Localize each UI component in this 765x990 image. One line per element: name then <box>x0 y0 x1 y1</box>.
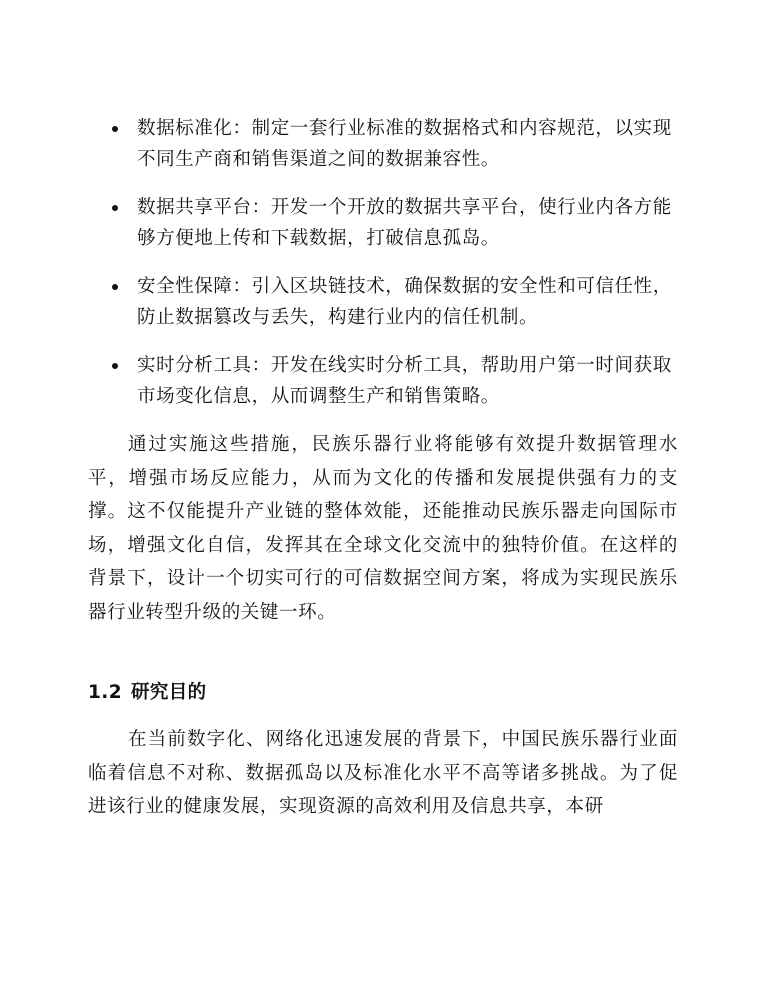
bullet-text: 实时分析工具：开发在线实时分析工具，帮助用户第一时间获取市场变化信息，从而调整生产和销售策略。 <box>137 355 672 407</box>
conclusion-paragraph: 通过实施这些措施，民族乐器行业将能够有效提升数据管理水平，增强市场反应能力，从而为文化的传播和发展提供强有力的支撑。这不仅能提升产业链的整体效能，还能推动民族乐器走向国际市场，增强文化自信，发挥其在全球文化交流中的独特价值。在这样的背景下，设计一个切实可行的可信数据空间方案，将成为实现民族乐器行业转型升级的关键一环。 <box>88 434 678 623</box>
bullet-text: 数据标准化：制定一套行业标准的数据格式和内容规范，以实现不同生产商和销售渠道之间的数据兼容性。 <box>137 118 672 170</box>
bullet-item <box>108 350 678 412</box>
measures-bullet-list <box>108 113 678 429</box>
bullet-text: 安全性保障：引入区块链技术，确保数据的安全性和可信任性，防止数据篡改与丢失，构建行业内的信任机制。 <box>137 276 672 328</box>
bullet-dot-icon <box>112 363 118 369</box>
section-number: 1.2 <box>88 682 122 703</box>
bullet-item <box>108 271 678 333</box>
section-title: 研究目的 <box>130 682 207 703</box>
bullet-dot-icon <box>112 126 118 132</box>
section-heading <box>88 679 207 707</box>
bullet-item <box>108 192 678 254</box>
bullet-text: 数据共享平台：开发一个开放的数据共享平台，使行业内各方能够方便地上传和下载数据，打破信息孤岛。 <box>137 197 672 249</box>
bullet-dot-icon <box>112 205 118 211</box>
bullet-item <box>108 113 678 175</box>
bullet-dot-icon <box>112 284 118 290</box>
research-purpose-paragraph: 在当前数字化、网络化迅速发展的背景下，中国民族乐器行业面临着信息不对称、数据孤岛以及标准化水平不高等诸多挑战。为了促进该行业的健康发展，实现资源的高效利用及信息共享，本研 <box>88 729 678 817</box>
